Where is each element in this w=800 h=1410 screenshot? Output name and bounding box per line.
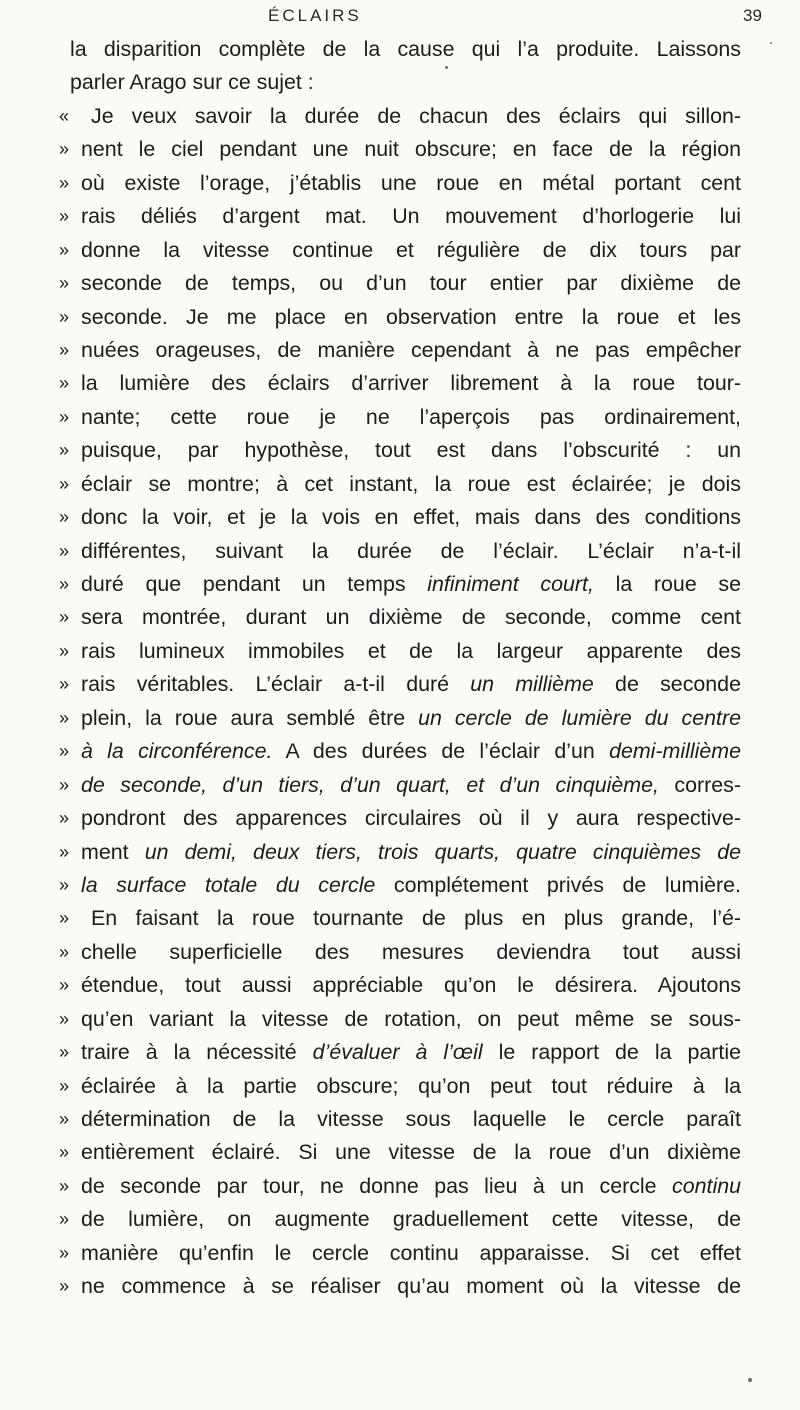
line-text <box>81 200 741 233</box>
text-line <box>0 1136 800 1169</box>
text-line <box>0 334 800 367</box>
roman-text: étendue, tout aussi appréciable qu’on le désirera. Ajoutons <box>81 973 741 998</box>
roman-text: de lumière, on augmente graduellement cette vitesse, de <box>81 1207 741 1232</box>
roman-text: duré que pendant un temps <box>81 572 428 596</box>
line-text <box>81 1070 741 1103</box>
text-line <box>0 969 800 1002</box>
roman-text: ne commence à se réaliser qu’au moment où la vitesse de <box>81 1274 741 1299</box>
quote-mark: » <box>59 273 70 294</box>
quote-mark: » <box>59 406 70 427</box>
text-line <box>0 468 800 501</box>
line-text <box>70 33 741 66</box>
roman-text: parler Arago sur ce sujet : <box>70 70 314 95</box>
italic-text: demi-millième <box>609 739 741 764</box>
text-line <box>0 434 800 467</box>
line-text <box>81 836 741 869</box>
line-text <box>81 434 741 467</box>
quote-mark: » <box>59 1042 70 1063</box>
line-text <box>81 702 741 735</box>
quote-mark: « <box>59 105 70 126</box>
quote-mark: » <box>59 1142 70 1163</box>
line-text <box>81 769 741 802</box>
quote-mark: » <box>59 339 70 360</box>
line-text <box>81 1103 741 1136</box>
quote-mark: » <box>59 874 70 895</box>
quote-mark: » <box>59 1109 70 1129</box>
text-line <box>0 1003 800 1036</box>
roman-text: la roue se <box>593 572 741 596</box>
roman-text: la lumière des éclairs d’arriver librement à la roue tour- <box>81 371 741 396</box>
body-text <box>0 33 800 1304</box>
italic-text: à la circonférence. <box>81 739 273 764</box>
roman-text: plein, la roue aura semblé être <box>81 705 419 730</box>
line-text <box>81 234 741 267</box>
roman-text: complétement privés de lumière. <box>375 872 741 897</box>
roman-text: Je veux savoir la durée de chacun des éclairs qui sillon- <box>91 103 741 128</box>
line-text <box>81 334 741 367</box>
line-text <box>81 501 741 534</box>
text-line <box>0 66 800 99</box>
roman-text: A des durées de l’éclair d’un <box>272 739 610 764</box>
text-line <box>0 501 800 534</box>
quote-mark: » <box>59 306 70 327</box>
page-number: 39 <box>743 6 762 25</box>
quote-mark: » <box>59 206 70 227</box>
roman-text: rais déliés d’argent mat. Un mouvement d’horlogerie lui <box>81 204 741 229</box>
text-line <box>0 301 800 334</box>
text-line <box>0 902 800 935</box>
italic-text: un demi, deux tiers, trois quarts, quatre cinquièmes de <box>144 839 742 864</box>
line-text <box>81 535 741 568</box>
text-line <box>0 234 800 267</box>
quote-mark: » <box>59 607 70 628</box>
italic-text: d’évaluer à l’œil <box>312 1040 483 1065</box>
line-text <box>81 133 741 166</box>
quote-mark: » <box>59 473 70 494</box>
quote-mark: » <box>59 440 70 461</box>
roman-text: le rapport de la partie <box>482 1040 741 1065</box>
text-line <box>0 167 800 200</box>
line-text <box>91 902 741 935</box>
text-line <box>0 769 800 802</box>
quote-mark: » <box>59 239 70 260</box>
line-text <box>81 869 741 902</box>
italic-text: de seconde, d’un tiers, d’un quart, et d’un cinquième, <box>81 772 659 797</box>
roman-text: sera montrée, durant un dixième de seconde, comme cent <box>81 605 741 630</box>
quote-mark: » <box>59 1242 70 1263</box>
quote-mark: » <box>59 908 70 929</box>
line-text <box>81 601 741 634</box>
line-text <box>81 1270 741 1303</box>
roman-text: donc la voir, et je la vois en effet, mais dans des conditions <box>81 505 741 530</box>
text-line <box>0 367 800 400</box>
roman-text: ment <box>81 839 145 864</box>
roman-text: éclairée à la partie obscure; qu’on peut tout réduire à la <box>81 1073 741 1098</box>
text-line <box>0 200 800 233</box>
line-text <box>81 635 741 668</box>
line-text <box>81 1003 741 1036</box>
text-line <box>0 1070 800 1103</box>
roman-text: rais lumineux immobiles et de la largeur apparente des <box>81 638 741 663</box>
line-text <box>81 1170 741 1203</box>
line-text <box>91 100 741 133</box>
roman-text: qu’en variant la vitesse de rotation, on peut même se sous- <box>81 1006 741 1031</box>
line-text <box>81 367 741 400</box>
roman-text: nuées orageuses, de manière cependant à ne pas empêcher <box>81 337 741 362</box>
quote-mark: » <box>59 1209 70 1230</box>
line-text <box>81 568 741 601</box>
line-text <box>81 668 741 701</box>
quote-mark: » <box>59 707 70 728</box>
text-line <box>0 401 800 434</box>
line-text <box>70 66 741 99</box>
quote-mark: » <box>59 841 70 862</box>
quote-mark: » <box>59 1075 70 1096</box>
roman-text: seconde de temps, ou d’un tour entier par dixième de <box>81 271 741 296</box>
quote-mark: » <box>59 574 70 594</box>
text-line <box>0 735 800 768</box>
line-text <box>81 969 741 1002</box>
line-text <box>81 1036 741 1069</box>
text-line <box>0 1203 800 1236</box>
roman-text: En faisant la roue tournante de plus en plus grande, l’é- <box>91 906 741 931</box>
roman-text: la disparition complète de la cause qui l’a produite. Laissons <box>70 37 741 61</box>
roman-text: où existe l’orage, j’établis une roue en métal portant cent <box>81 170 741 195</box>
quote-mark: » <box>59 540 70 561</box>
roman-text: de seconde <box>593 672 741 697</box>
paper-speck <box>748 1378 752 1382</box>
line-text <box>81 167 741 200</box>
quote-mark: » <box>59 507 70 528</box>
roman-text: chelle superficielle des mesures deviendra tout aussi <box>81 939 741 964</box>
roman-text: éclair se montre; à cet instant, la roue est éclairée; je dois <box>81 471 741 496</box>
quote-mark: » <box>59 975 70 996</box>
roman-text: manière qu’enfin le cercle continu apparaisse. Si cet effet <box>81 1240 741 1265</box>
text-line <box>0 869 800 902</box>
roman-text: nent le ciel pendant une nuit obscure; en face de la région <box>81 137 741 162</box>
roman-text: nante; cette roue je ne l’aperçois pas ordinairement, <box>81 404 741 429</box>
quote-mark: » <box>59 139 70 160</box>
line-text <box>81 1237 741 1270</box>
text-line <box>0 1036 800 1069</box>
text-line <box>0 668 800 701</box>
paper-speck <box>770 42 772 44</box>
text-line <box>0 936 800 969</box>
quote-mark: » <box>59 1276 70 1297</box>
quote-mark: » <box>59 1008 70 1029</box>
quote-mark: » <box>59 674 70 695</box>
text-line <box>0 1103 800 1136</box>
quote-mark: » <box>59 1175 70 1196</box>
line-text <box>81 735 741 768</box>
italic-text: un cercle de lumière du centre <box>418 705 741 730</box>
quote-mark: » <box>59 373 70 394</box>
quote-mark: » <box>59 808 70 829</box>
line-text <box>81 1136 741 1169</box>
roman-text: pondront des apparences circulaires où il y aura respective- <box>81 806 741 831</box>
line-text <box>81 468 741 501</box>
line-text <box>81 401 741 434</box>
text-line <box>0 568 800 601</box>
line-text <box>81 1203 741 1236</box>
roman-text: de seconde par tour, ne donne pas lieu à un cercle <box>81 1173 673 1198</box>
italic-text: infiniment court, <box>427 572 594 596</box>
text-line <box>0 100 800 133</box>
quote-mark: » <box>59 741 70 762</box>
italic-text: un millième <box>470 672 594 697</box>
roman-text: seconde. Je me place en observation entre la roue et les <box>81 304 741 329</box>
text-line <box>0 1237 800 1270</box>
text-line <box>0 802 800 835</box>
text-line <box>0 133 800 166</box>
line-text <box>81 936 741 969</box>
text-line <box>0 836 800 869</box>
text-line <box>0 1270 800 1303</box>
roman-text: entièrement éclairé. Si une vitesse de la roue d’un dixième <box>81 1140 741 1165</box>
text-line <box>0 601 800 634</box>
italic-text: la surface totale du cercle <box>81 872 376 897</box>
line-text <box>81 802 741 835</box>
line-text <box>81 267 741 300</box>
roman-text: donne la vitesse continue et régulière de dix tours par <box>81 237 741 262</box>
running-head: ÉCLAIRS <box>268 6 362 25</box>
quote-mark: » <box>59 941 70 962</box>
text-line <box>0 1170 800 1203</box>
text-line <box>0 635 800 668</box>
italic-text: continu <box>672 1173 741 1198</box>
quote-mark: » <box>59 640 70 661</box>
text-line <box>0 267 800 300</box>
text-line <box>0 33 800 66</box>
paper-speck <box>445 66 448 69</box>
quote-mark: » <box>59 172 70 193</box>
roman-text: détermination de la vitesse sous laquelle le cercle paraît <box>81 1107 741 1131</box>
roman-text: puisque, par hypothèse, tout est dans l’obscurité : un <box>81 438 741 463</box>
roman-text: corres- <box>658 772 741 797</box>
line-text <box>81 301 741 334</box>
roman-text: traire à la nécessité <box>81 1040 313 1065</box>
text-line <box>0 702 800 735</box>
roman-text: rais véritables. L’éclair a-t-il duré <box>81 672 471 697</box>
text-line <box>0 535 800 568</box>
roman-text: différentes, suivant la durée de l’éclair. L’éclair n’a-t-il <box>81 538 741 563</box>
quote-mark: » <box>59 774 70 795</box>
